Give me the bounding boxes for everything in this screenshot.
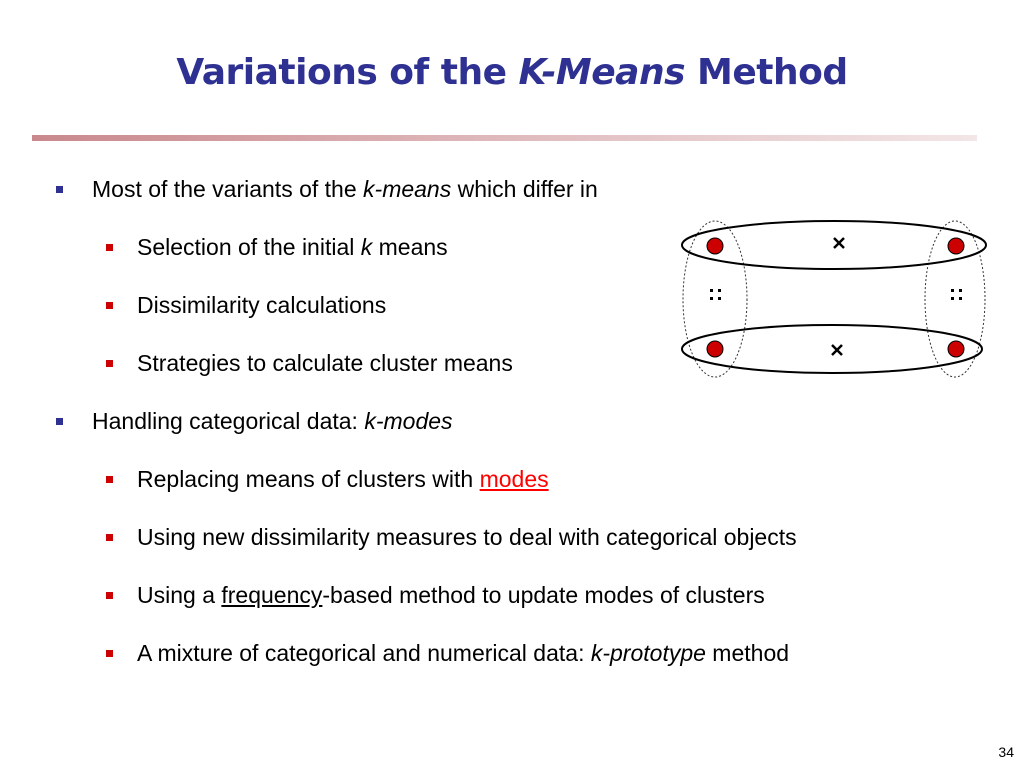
bullet-text: Replacing means of clusters with xyxy=(137,466,480,492)
bullet-initial-selection xyxy=(137,234,448,261)
bullet-italic: k xyxy=(360,234,373,260)
bullet-marker xyxy=(106,650,113,657)
bullet-marker xyxy=(106,302,113,309)
four-dot-mark-icon xyxy=(710,289,721,300)
bullet-marker xyxy=(106,476,113,483)
bullet-text: Using a xyxy=(137,582,222,608)
bullet-variants xyxy=(92,176,598,203)
title-part1: Variations of the xyxy=(176,52,519,93)
modes-link[interactable]: modes xyxy=(479,466,549,492)
bullet-strategies xyxy=(137,350,513,377)
clustering-diagram xyxy=(678,218,988,380)
bullet-mixture xyxy=(137,640,789,667)
bullet-categorical xyxy=(92,408,453,435)
bullet-new-measures xyxy=(137,524,797,551)
bullet-text: method xyxy=(705,640,790,666)
cross-mark-icon xyxy=(832,345,842,355)
bullet-text: means xyxy=(372,234,448,260)
title-emphasis: K-Means xyxy=(518,52,686,93)
bullet-text: which differ in xyxy=(451,176,598,202)
red-dot-icon xyxy=(948,341,964,357)
bullet-marker xyxy=(106,360,113,367)
bullet-marker xyxy=(56,186,63,193)
page-number: 34 xyxy=(998,744,1014,760)
bullet-frequency xyxy=(137,582,765,609)
red-dot-icon xyxy=(707,238,723,254)
bullet-dissimilarity xyxy=(137,292,386,319)
four-dot-mark-icon xyxy=(951,289,962,300)
bullet-marker xyxy=(106,534,113,541)
frequency-link[interactable]: frequency xyxy=(221,582,323,608)
bullet-text: Strategies to calculate cluster means xyxy=(137,350,513,376)
top-solid-cluster xyxy=(682,221,986,269)
red-dot-icon xyxy=(948,238,964,254)
bullet-marker xyxy=(56,418,63,425)
bullet-replacing-means xyxy=(137,466,549,493)
bottom-solid-cluster xyxy=(682,325,982,373)
bullet-text: Using new dissimilarity measures to deal with categorical objects xyxy=(137,524,797,550)
bullet-text: Handling categorical data: xyxy=(92,408,365,434)
bullet-marker xyxy=(106,592,113,599)
bullet-text: Selection of the initial xyxy=(137,234,361,260)
bullet-text: -based method to update modes of clusters xyxy=(322,582,765,608)
bullet-italic: k-prototype xyxy=(590,640,706,666)
bullet-text: Dissimilarity calculations xyxy=(137,292,387,318)
bullet-text: Most of the variants of the xyxy=(92,176,364,202)
bullet-italic: k-means xyxy=(363,176,452,202)
bullet-italic: k-modes xyxy=(364,408,453,434)
red-dot-icon xyxy=(707,341,723,357)
bullet-text: A mixture of categorical and numerical data: xyxy=(137,640,591,666)
title-part2: Method xyxy=(685,52,848,93)
bullet-marker xyxy=(106,244,113,251)
cross-mark-icon xyxy=(834,238,844,248)
